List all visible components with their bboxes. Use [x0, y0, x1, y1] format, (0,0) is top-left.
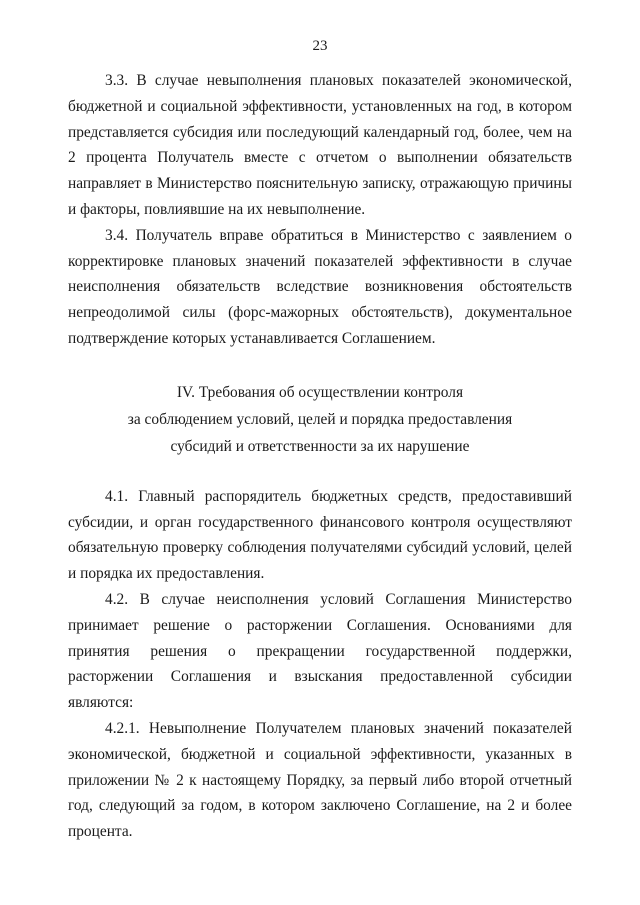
paragraph-4-2-1: 4.2.1. Невыполнение Получателем плановых значений показателей экономической, бюджетной и социальной эффективности, указанных в приложении № 2 к настоящему Порядку, за первый либо второй отчетный год, следующий за годом, в котором заключено Соглашение, на 2 и более процента.	[68, 719, 572, 841]
section-heading	[68, 379, 572, 460]
document-body	[68, 68, 572, 845]
paragraph-4-2: 4.2. В случае неисполнения условий Соглашения Министерство принимает решение о расторжении Соглашения. Основаниями для принятия решения о прекращении государственной поддержки, расторжении Соглашения и взыскания предоставленной субсидии являются:	[68, 590, 572, 712]
paragraph-4-1: 4.1. Главный распорядитель бюджетных средств, предоставивший субсидии, и орган государственного финансового контроля осуществляют обязательную проверку соблюдения получателями субсидий условий, целей и порядка их предоставления.	[68, 487, 572, 583]
paragraph-3-3: 3.3. В случае невыполнения плановых показателей экономической, бюджетной и социальной эффективности, установленных на год, в котором представляется субсидия или последующий календарный год, более, чем на 2 процента Получатель вместе с отчетом о выполнении обязательств направляет в Министерство пояснительную записку, отражающую причины и факторы, повлиявшие на их невыполнение.	[68, 72, 572, 218]
section-heading-line-2: за соблюдением условий, целей и порядка предоставления	[127, 410, 513, 428]
section-heading-line-1: IV. Требования об осуществлении контроля	[176, 383, 464, 401]
section-heading-line-3: субсидий и ответственности за их нарушение	[170, 437, 470, 455]
paragraph-3-4: 3.4. Получатель вправе обратиться в Министерство с заявлением о корректировке плановых значений показателей эффективности в случае неисполнения обязательств вследствие возникновения обстоятельств непреодолимой силы (форс-мажорных обстоятельств), документальное подтверждение которых устанавливается Соглашением.	[68, 226, 572, 347]
page-number: 23	[312, 38, 328, 54]
